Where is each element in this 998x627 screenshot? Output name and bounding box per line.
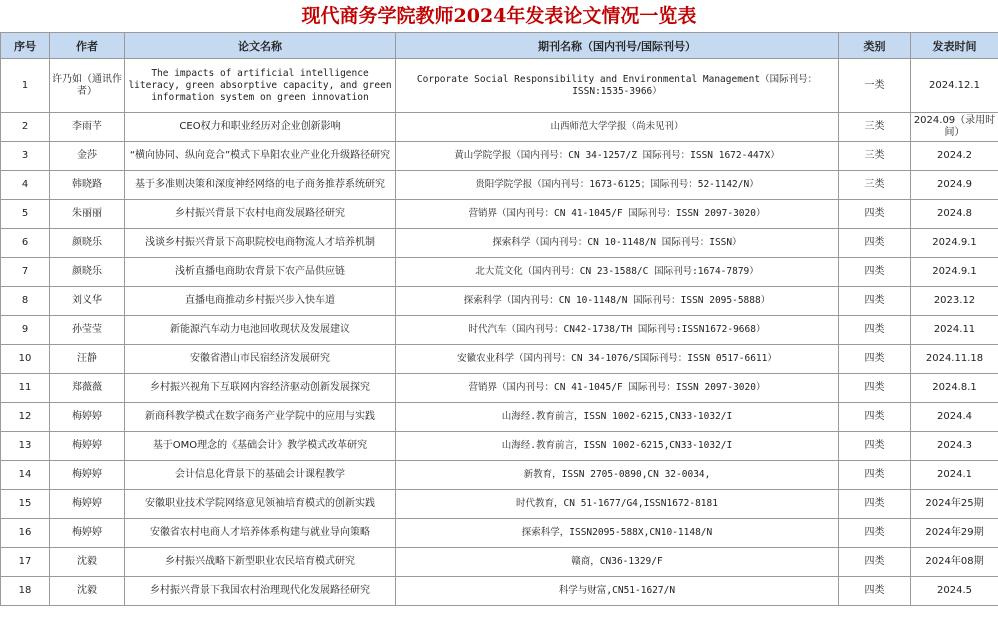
cell-date: 2024.4 [911,403,998,432]
cell-paper: 乡村振兴战略下新型职业农民培育模式研究 [125,548,396,577]
table-row [1,287,998,316]
table-row [1,461,998,490]
cell-category: 三类 [839,142,911,171]
table-row [1,258,998,287]
cell-author: 梅婷婷 [50,432,125,461]
cell-date: 2024.2 [911,142,998,171]
cell-author: 金莎 [50,142,125,171]
cell-journal: 安徽农业科学（国内刊号：CN 34-1076/S国际刊号：ISSN 0517-6611） [396,345,839,374]
cell-journal: 时代教育，CN 51-1677/G4,ISSN1672-8181 [396,490,839,519]
cell-journal: 山西师范大学学报（尚未见刊） [396,113,839,142]
cell-journal: 时代汽车（国内刊号：CN42-1738/TH 国际刊号:ISSN1672-9668） [396,316,839,345]
cell-author: 梅婷婷 [50,490,125,519]
cell-no: 9 [1,316,50,345]
cell-date: 2024年25期 [911,490,998,519]
cell-journal: 营销界（国内刊号：CN 41-1045/F 国际刊号：ISSN 2097-3020） [396,374,839,403]
cell-no: 11 [1,374,50,403]
cell-date: 2023.12 [911,287,998,316]
cell-author: 梅婷婷 [50,519,125,548]
table-row [1,374,998,403]
cell-date: 2024年29期 [911,519,998,548]
header-date: 发表时间 [911,33,998,59]
cell-paper: 乡村振兴背景下我国农村治理现代化发展路径研究 [125,577,396,606]
cell-author: 梅婷婷 [50,461,125,490]
cell-journal: 贵阳学院学报（国内刊号：1673-6125；国际刊号：52-1142/N） [396,171,839,200]
cell-journal: 探索科学（国内刊号：CN 10-1148/N 国际刊号：ISSN 2095-5888） [396,287,839,316]
table-row [1,200,998,229]
cell-author: 李雨芊 [50,113,125,142]
cell-author: 汪静 [50,345,125,374]
cell-journal: 科学与财富,CN51-1627/N [396,577,839,606]
cell-date: 2024.12.1 [911,59,998,113]
cell-no: 7 [1,258,50,287]
cell-paper: The impacts of artificial intelligence literacy, green absorptive capacity, and green information system on green innovation [125,59,396,113]
cell-no: 17 [1,548,50,577]
cell-date: 2024.9.1 [911,229,998,258]
cell-category: 四类 [839,258,911,287]
table-row [1,490,998,519]
cell-no: 10 [1,345,50,374]
cell-date: 2024.11.18 [911,345,998,374]
cell-paper: 新商科教学模式在数字商务产业学院中的应用与实践 [125,403,396,432]
cell-category: 四类 [839,490,911,519]
cell-paper: 安徽省潜山市民宿经济发展研究 [125,345,396,374]
cell-author: 郑薇薇 [50,374,125,403]
cell-date: 2024.8.1 [911,374,998,403]
cell-author: 朱丽丽 [50,200,125,229]
cell-date: 2024.1 [911,461,998,490]
cell-paper: CEO权力和职业经历对企业创新影响 [125,113,396,142]
cell-paper: 基于OMO理念的《基础会计》教学模式改革研究 [125,432,396,461]
table-row [1,316,998,345]
header-no: 序号 [1,33,50,59]
table-row [1,171,998,200]
table-row [1,519,998,548]
cell-no: 8 [1,287,50,316]
cell-paper: 乡村振兴视角下互联网内容经济驱动创新发展探究 [125,374,396,403]
cell-no: 12 [1,403,50,432]
cell-author: 孙莹莹 [50,316,125,345]
cell-paper: 安徽职业技术学院网络意见领袖培育模式的创新实践 [125,490,396,519]
cell-category: 四类 [839,316,911,345]
table-row [1,59,998,113]
cell-no: 2 [1,113,50,142]
cell-paper: 会计信息化背景下的基础会计课程教学 [125,461,396,490]
cell-paper: “横向协同、纵向竞合”模式下阜阳农业产业化升级路径研究 [125,142,396,171]
table-row [1,432,998,461]
cell-category: 四类 [839,461,911,490]
header-author: 作者 [50,33,125,59]
cell-no: 13 [1,432,50,461]
cell-category: 三类 [839,113,911,142]
table-row [1,142,998,171]
cell-no: 15 [1,490,50,519]
cell-journal: 营销界（国内刊号：CN 41-1045/F 国际刊号：ISSN 2097-3020） [396,200,839,229]
cell-author: 颜晓乐 [50,229,125,258]
cell-date: 2024.09（录用时间） [911,113,998,142]
cell-no: 1 [1,59,50,113]
cell-date: 2024.5 [911,577,998,606]
cell-journal: 探索科学（国内刊号：CN 10-1148/N 国际刊号：ISSN） [396,229,839,258]
cell-author: 许乃如（通讯作者） [50,59,125,113]
cell-category: 四类 [839,229,911,258]
cell-paper: 直播电商推动乡村振兴步入快车道 [125,287,396,316]
cell-author: 颜晓乐 [50,258,125,287]
cell-author: 沈毅 [50,548,125,577]
cell-paper: 基于多准则决策和深度神经网络的电子商务推荐系统研究 [125,171,396,200]
page-title: 现代商务学院教师2024年发表论文情况一览表 [301,5,697,27]
cell-author: 沈毅 [50,577,125,606]
header-journal: 期刊名称（国内刊号/国际刊号） [396,33,839,59]
cell-journal: Corporate Social Responsibility and Environmental Management（国际刊号：ISSN:1535-3966） [396,59,839,113]
cell-category: 四类 [839,403,911,432]
table-row [1,229,998,258]
cell-category: 四类 [839,287,911,316]
cell-date: 2024年08期 [911,548,998,577]
table-row [1,548,998,577]
cell-author: 韩晓路 [50,171,125,200]
table-row [1,345,998,374]
cell-paper: 新能源汽车动力电池回收现状及发展建议 [125,316,396,345]
cell-author: 刘义华 [50,287,125,316]
cell-journal: 新教育，ISSN 2705-0890,CN 32-0034, [396,461,839,490]
cell-no: 5 [1,200,50,229]
cell-no: 18 [1,577,50,606]
cell-paper: 安徽省农村电商人才培养体系构建与就业导向策略 [125,519,396,548]
cell-no: 6 [1,229,50,258]
cell-date: 2024.9 [911,171,998,200]
cell-category: 四类 [839,519,911,548]
cell-no: 14 [1,461,50,490]
cell-journal: 山海经.教育前言，ISSN 1002-6215,CN33-1032/I [396,403,839,432]
cell-paper: 浅谈乡村振兴背景下高职院校电商物流人才培养机制 [125,229,396,258]
cell-journal: 黄山学院学报（国内刊号：CN 34-1257/Z 国际刊号：ISSN 1672-447X） [396,142,839,171]
cell-category: 四类 [839,432,911,461]
table-row [1,403,998,432]
cell-journal: 探索科学，ISSN2095-588X,CN10-1148/N [396,519,839,548]
cell-paper: 乡村振兴背景下农村电商发展路径研究 [125,200,396,229]
cell-category: 一类 [839,59,911,113]
table-row [1,113,998,142]
cell-no: 16 [1,519,50,548]
papers-table [0,32,998,606]
cell-date: 2024.8 [911,200,998,229]
cell-no: 3 [1,142,50,171]
cell-date: 2024.9.1 [911,258,998,287]
cell-no: 4 [1,171,50,200]
cell-paper: 浅析直播电商助农背景下农产品供应链 [125,258,396,287]
header-row [1,33,998,59]
cell-journal: 赣商，CN36-1329/F [396,548,839,577]
cell-journal: 山海经.教育前言，ISSN 1002-6215,CN33-1032/I [396,432,839,461]
cell-date: 2024.11 [911,316,998,345]
cell-journal: 北大荒文化（国内刊号：CN 23-1588/C 国际刊号:1674-7879） [396,258,839,287]
cell-category: 三类 [839,171,911,200]
cell-category: 四类 [839,577,911,606]
cell-category: 四类 [839,548,911,577]
cell-date: 2024.3 [911,432,998,461]
header-category: 类别 [839,33,911,59]
header-paper: 论文名称 [125,33,396,59]
table-row [1,577,998,606]
cell-category: 四类 [839,374,911,403]
cell-category: 四类 [839,345,911,374]
cell-author: 梅婷婷 [50,403,125,432]
cell-category: 四类 [839,200,911,229]
